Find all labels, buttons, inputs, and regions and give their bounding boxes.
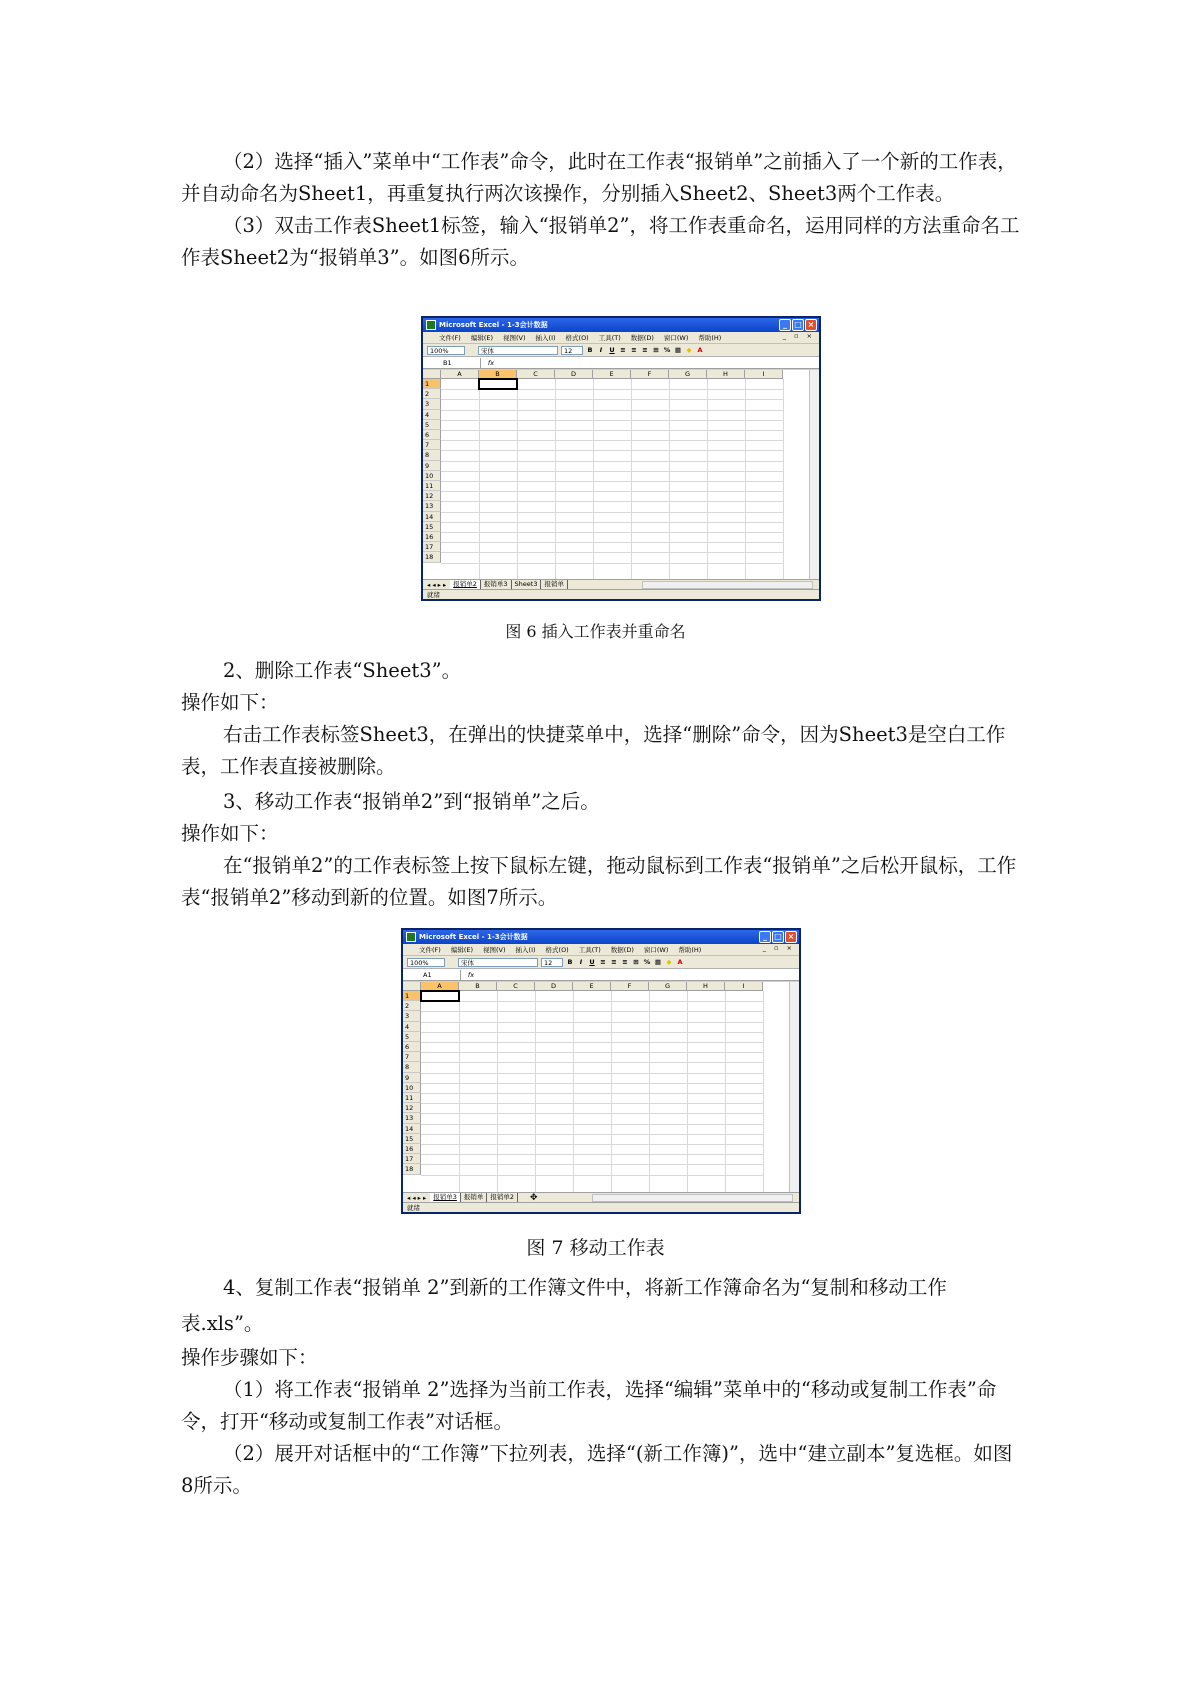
row-header-5[interactable]: 5 <box>403 1032 421 1042</box>
row-header-12[interactable]: 12 <box>403 1103 421 1113</box>
column-header-h[interactable]: H <box>707 370 745 379</box>
menu-bar <box>403 944 799 956</box>
align-right-icon[interactable]: ≡ <box>622 958 628 966</box>
section3-heading: 3、移动工作表“报销单2”到“报销单”之后。 <box>223 790 600 813</box>
menu-window[interactable]: 窗口(W) <box>663 334 689 342</box>
italic-button[interactable]: I <box>579 958 583 966</box>
row-header-8[interactable]: 8 <box>403 1062 421 1072</box>
font-size-select[interactable]: 12 <box>561 346 583 355</box>
grid-row-line <box>441 501 783 502</box>
menu-tools[interactable]: 工具(T) <box>578 946 601 954</box>
row-header-17[interactable]: 17 <box>403 1154 421 1164</box>
menu-format[interactable]: 格式(O) <box>565 334 589 342</box>
column-header-i[interactable]: I <box>725 982 763 991</box>
column-header-a[interactable]: A <box>441 370 479 379</box>
status-bar: 就绪 <box>423 589 819 599</box>
merge-center-icon[interactable]: ⊞ <box>633 958 639 966</box>
formula-bar <box>423 357 819 369</box>
font-select[interactable]: 宋体 <box>478 346 558 355</box>
title-bar <box>403 930 799 944</box>
worksheet-grid[interactable] <box>403 982 799 1192</box>
grid-row-line <box>441 420 783 421</box>
italic-button[interactable]: I <box>599 346 603 354</box>
menu-data[interactable]: 数据(D) <box>630 334 654 342</box>
column-header-f[interactable]: F <box>631 370 669 379</box>
tab-nav-icon[interactable]: ◂ ◂ ▸ ▸ <box>427 580 447 589</box>
menu-tools[interactable]: 工具(T) <box>598 334 621 342</box>
align-left-icon[interactable]: ≡ <box>600 958 606 966</box>
figure6-caption: 图 6 插入工作表并重命名 <box>505 622 686 641</box>
worksheet-grid[interactable] <box>423 370 819 579</box>
excel-app-icon <box>426 320 436 330</box>
maximize-button[interactable]: □ <box>792 319 804 331</box>
close-button[interactable]: × <box>805 319 817 331</box>
sheet-tab[interactable]: 报销单 <box>541 580 568 589</box>
row-header-11[interactable]: 11 <box>423 481 441 491</box>
mdi-controls[interactable]: _ ▫ × <box>762 944 795 952</box>
grid-row-line <box>421 1032 763 1033</box>
row-header-1[interactable]: 1 <box>423 379 441 389</box>
row-header-17[interactable]: 17 <box>423 542 441 552</box>
column-header-c[interactable]: C <box>517 370 555 379</box>
menu-insert[interactable]: 插入(I) <box>515 946 536 954</box>
column-header-b[interactable]: B <box>459 982 497 991</box>
row-header-2[interactable]: 2 <box>423 389 441 399</box>
section-4 <box>181 1270 1021 1502</box>
vertical-scrollbar[interactable] <box>789 982 799 1192</box>
sheet-tab[interactable]: 报销单 <box>461 1193 488 1202</box>
grid-row-line <box>441 552 783 553</box>
paragraph-step2: （2）选择“插入”菜单中“工作表”命令，此时在工作表“报销单”之前插入了一个新的工作表，并自动命名为Sheet1，再重复执行两次该操作，分别插入Sheet2、Sheet3两个工作表。 <box>181 150 1017 205</box>
grid-column-line <box>783 379 784 579</box>
fx-icon[interactable]: fx <box>467 970 475 979</box>
row-header-10[interactable]: 10 <box>403 1083 421 1093</box>
column-header-e[interactable]: E <box>573 982 611 991</box>
grid-row-line <box>421 1144 763 1145</box>
fill-color-icon[interactable]: ◆ <box>686 346 692 354</box>
row-header-12[interactable]: 12 <box>423 491 441 501</box>
menu-format[interactable]: 格式(O) <box>545 946 569 954</box>
grid-row-line <box>441 450 783 451</box>
row-header-9[interactable]: 9 <box>423 461 441 471</box>
column-header-e[interactable]: E <box>593 370 631 379</box>
section2-ops-label: 操作如下： <box>181 691 279 714</box>
row-header-14[interactable]: 14 <box>423 512 441 522</box>
select-all-corner[interactable] <box>403 982 421 991</box>
grid-row-line <box>441 522 783 523</box>
menu-insert[interactable]: 插入(I) <box>535 334 556 342</box>
grid-row-line <box>441 563 783 564</box>
vertical-scrollbar[interactable] <box>809 370 819 579</box>
figure7-caption: 图 7 移动工作表 <box>526 1237 665 1259</box>
minimize-button[interactable]: _ <box>779 319 791 331</box>
section3-ops-label: 操作如下： <box>181 822 279 845</box>
row-header-13[interactable]: 13 <box>423 501 441 511</box>
sheet-tab[interactable]: Sheet3 <box>512 580 542 589</box>
column-header-d[interactable]: D <box>535 982 573 991</box>
borders-icon[interactable]: ▦ <box>654 958 662 966</box>
select-all-corner[interactable] <box>423 370 441 379</box>
row-header-4[interactable]: 4 <box>423 410 441 420</box>
row-header-7[interactable]: 7 <box>423 440 441 450</box>
align-left-icon[interactable]: ≡ <box>620 346 626 354</box>
tab-nav-icon[interactable]: ◂ ◂ ▸ ▸ <box>407 1193 427 1202</box>
grid-row-line <box>421 1001 763 1002</box>
grid-column-line <box>763 991 764 1192</box>
column-header-d[interactable]: D <box>555 370 593 379</box>
top-paragraphs <box>181 146 1021 274</box>
column-header-h[interactable]: H <box>687 982 725 991</box>
zoom-select[interactable]: 100% <box>427 346 465 355</box>
grid-row-line <box>421 1093 763 1094</box>
section2-heading: 2、删除工作表“Sheet3”。 <box>223 659 462 682</box>
mdi-controls[interactable]: _ ▫ × <box>782 332 815 340</box>
formatting-toolbar <box>403 956 799 969</box>
row-header-8[interactable]: 8 <box>423 450 441 460</box>
grid-row-line <box>441 512 783 513</box>
menu-view[interactable]: 视图(V) <box>483 946 506 954</box>
menu-file[interactable]: 文件(F) <box>439 334 461 342</box>
font-color-icon[interactable]: A <box>677 958 683 966</box>
row-header-11[interactable]: 11 <box>403 1093 421 1103</box>
title-bar <box>423 318 819 332</box>
grid-row-line <box>441 542 783 543</box>
row-header-9[interactable]: 9 <box>403 1073 421 1083</box>
grid-row-line <box>441 430 783 431</box>
sheet-tab[interactable]: 报销单2 <box>487 1193 518 1202</box>
grid-row-line <box>421 1062 763 1063</box>
borders-icon[interactable]: ▦ <box>674 346 682 354</box>
grid-row-line <box>421 1083 763 1084</box>
grid-row-line <box>421 1073 763 1074</box>
grid-row-line <box>421 1175 763 1176</box>
grid-row-line <box>421 1124 763 1125</box>
grid-row-line <box>421 1134 763 1135</box>
percent-icon[interactable]: % <box>643 958 651 966</box>
section4-step2: （2）展开对话框中的“工作簿”下拉列表，选择“(新工作簿)”，选中“建立副本”复选框。如图8所示。 <box>181 1442 1013 1497</box>
grid-row-line <box>421 1042 763 1043</box>
row-header-3[interactable]: 3 <box>403 1011 421 1021</box>
excel-window-figure6 <box>421 316 821 601</box>
row-header-15[interactable]: 15 <box>403 1134 421 1144</box>
grid-row-line <box>441 532 783 533</box>
grid-row-line <box>441 481 783 482</box>
maximize-button[interactable]: □ <box>772 931 784 943</box>
menu-window[interactable]: 窗口(W) <box>643 946 669 954</box>
formatting-toolbar <box>423 344 819 357</box>
sheet-tabs-bar <box>403 1192 799 1202</box>
row-header-15[interactable]: 15 <box>423 522 441 532</box>
grid-row-line <box>421 1113 763 1114</box>
row-header-18[interactable]: 18 <box>423 552 441 562</box>
row-header-10[interactable]: 10 <box>423 471 441 481</box>
column-header-b[interactable]: B <box>479 370 517 379</box>
grid-row-line <box>421 1164 763 1165</box>
section4-step1: （1）将工作表“报销单 2”选择为当前工作表，选择“编辑”菜单中的“移动或复制工作表”命令，打开“移动或复制工作表”对话框。 <box>181 1378 997 1433</box>
row-header-4[interactable]: 4 <box>403 1022 421 1032</box>
column-header-a[interactable]: A <box>421 982 459 991</box>
menu-help[interactable]: 帮助(H) <box>678 946 702 954</box>
window-title: Microsoft Excel - 1-3会计数据 <box>439 321 548 329</box>
row-header-6[interactable]: 6 <box>423 430 441 440</box>
name-box[interactable]: B1 <box>423 358 481 368</box>
active-cell[interactable] <box>478 378 518 390</box>
formula-bar <box>403 969 799 981</box>
sheet-tab[interactable]: 报销单2 <box>450 580 481 589</box>
grid-row-line <box>421 1022 763 1023</box>
menu-data[interactable]: 数据(D) <box>610 946 634 954</box>
column-header-g[interactable]: G <box>669 370 707 379</box>
sections-2-3 <box>181 655 1021 914</box>
horizontal-scrollbar[interactable] <box>592 1194 793 1202</box>
column-header-g[interactable]: G <box>649 982 687 991</box>
name-box[interactable]: A1 <box>403 970 461 980</box>
bold-button[interactable]: B <box>567 958 573 966</box>
row-header-18[interactable]: 18 <box>403 1164 421 1174</box>
align-right-icon[interactable]: ≡ <box>642 346 648 354</box>
grid-row-line <box>441 461 783 462</box>
column-header-c[interactable]: C <box>497 982 535 991</box>
grid-row-line <box>441 399 783 400</box>
column-header-i[interactable]: I <box>745 370 783 379</box>
align-center-icon[interactable]: ≡ <box>631 346 637 354</box>
menu-help[interactable]: 帮助(H) <box>698 334 722 342</box>
grid-row-line <box>421 1011 763 1012</box>
sheet-tab[interactable]: 报销单3 <box>430 1193 461 1202</box>
underline-button[interactable]: U <box>609 346 615 354</box>
sheet-tabs-bar <box>423 579 819 589</box>
row-header-5[interactable]: 5 <box>423 420 441 430</box>
merge-center-icon[interactable]: ⊞ <box>653 346 659 354</box>
status-bar: 就绪 <box>403 1202 799 1212</box>
section2-body: 右击工作表标签Sheet3，在弹出的快捷菜单中，选择“删除”命令，因为Sheet3是空白工作表，工作表直接被删除。 <box>181 723 1006 778</box>
excel-app-icon <box>406 932 416 942</box>
grid-row-line <box>421 1103 763 1104</box>
zoom-select[interactable]: 100% <box>407 958 445 967</box>
minimize-button[interactable]: _ <box>759 931 771 943</box>
row-header-3[interactable]: 3 <box>423 399 441 409</box>
row-header-14[interactable]: 14 <box>403 1124 421 1134</box>
fx-icon[interactable]: fx <box>487 358 495 367</box>
grid-row-line <box>441 471 783 472</box>
grid-row-line <box>441 410 783 411</box>
section4-ops-label: 操作步骤如下： <box>181 1346 318 1369</box>
column-header-f[interactable]: F <box>611 982 649 991</box>
font-select[interactable]: 宋体 <box>458 958 538 967</box>
row-header-7[interactable]: 7 <box>403 1052 421 1062</box>
active-cell[interactable] <box>420 990 460 1002</box>
align-center-icon[interactable]: ≡ <box>611 958 617 966</box>
grid-row-line <box>421 1052 763 1053</box>
row-header-2[interactable]: 2 <box>403 1001 421 1011</box>
row-header-1[interactable]: 1 <box>403 991 421 1001</box>
section4-heading: 4、复制工作表“报销单 2”到新的工作簿文件中，将新工作簿命名为“复制和移动工作表.xls”。 <box>181 1276 947 1335</box>
paragraph-step3: （3）双击工作表Sheet1标签，输入“报销单2”，将工作表重命名，运用同样的方法重命名工作表Sheet2为“报销单3”。如图6所示。 <box>181 214 1020 269</box>
font-color-icon[interactable]: A <box>697 346 703 354</box>
row-header-6[interactable]: 6 <box>403 1042 421 1052</box>
fill-color-icon[interactable]: ◆ <box>666 958 672 966</box>
row-header-16[interactable]: 16 <box>403 1144 421 1154</box>
grid-row-line <box>441 440 783 441</box>
sheet-tab[interactable]: 报销单3 <box>481 580 512 589</box>
menu-view[interactable]: 视图(V) <box>503 334 526 342</box>
menu-edit[interactable]: 编辑(E) <box>450 946 473 954</box>
row-header-13[interactable]: 13 <box>403 1113 421 1123</box>
percent-icon[interactable]: % <box>663 346 671 354</box>
section3-body: 在“报销单2”的工作表标签上按下鼠标左键，拖动鼠标到工作表“报销单”之后松开鼠标，工作表“报销单2”移动到新的位置。如图7所示。 <box>181 854 1017 909</box>
close-button[interactable]: × <box>785 931 797 943</box>
grid-row-line <box>421 1154 763 1155</box>
row-header-16[interactable]: 16 <box>423 532 441 542</box>
excel-window-figure7 <box>401 928 801 1214</box>
horizontal-scrollbar[interactable] <box>642 581 813 589</box>
bold-button[interactable]: B <box>587 346 593 354</box>
underline-button[interactable]: U <box>589 958 595 966</box>
menu-file[interactable]: 文件(F) <box>419 946 441 954</box>
grid-row-line <box>441 491 783 492</box>
drag-cursor-icon: ✥ <box>530 1192 538 1203</box>
menu-bar <box>423 332 819 344</box>
font-size-select[interactable]: 12 <box>541 958 563 967</box>
menu-edit[interactable]: 编辑(E) <box>470 334 493 342</box>
window-title: Microsoft Excel - 1-3会计数据 <box>419 933 528 941</box>
